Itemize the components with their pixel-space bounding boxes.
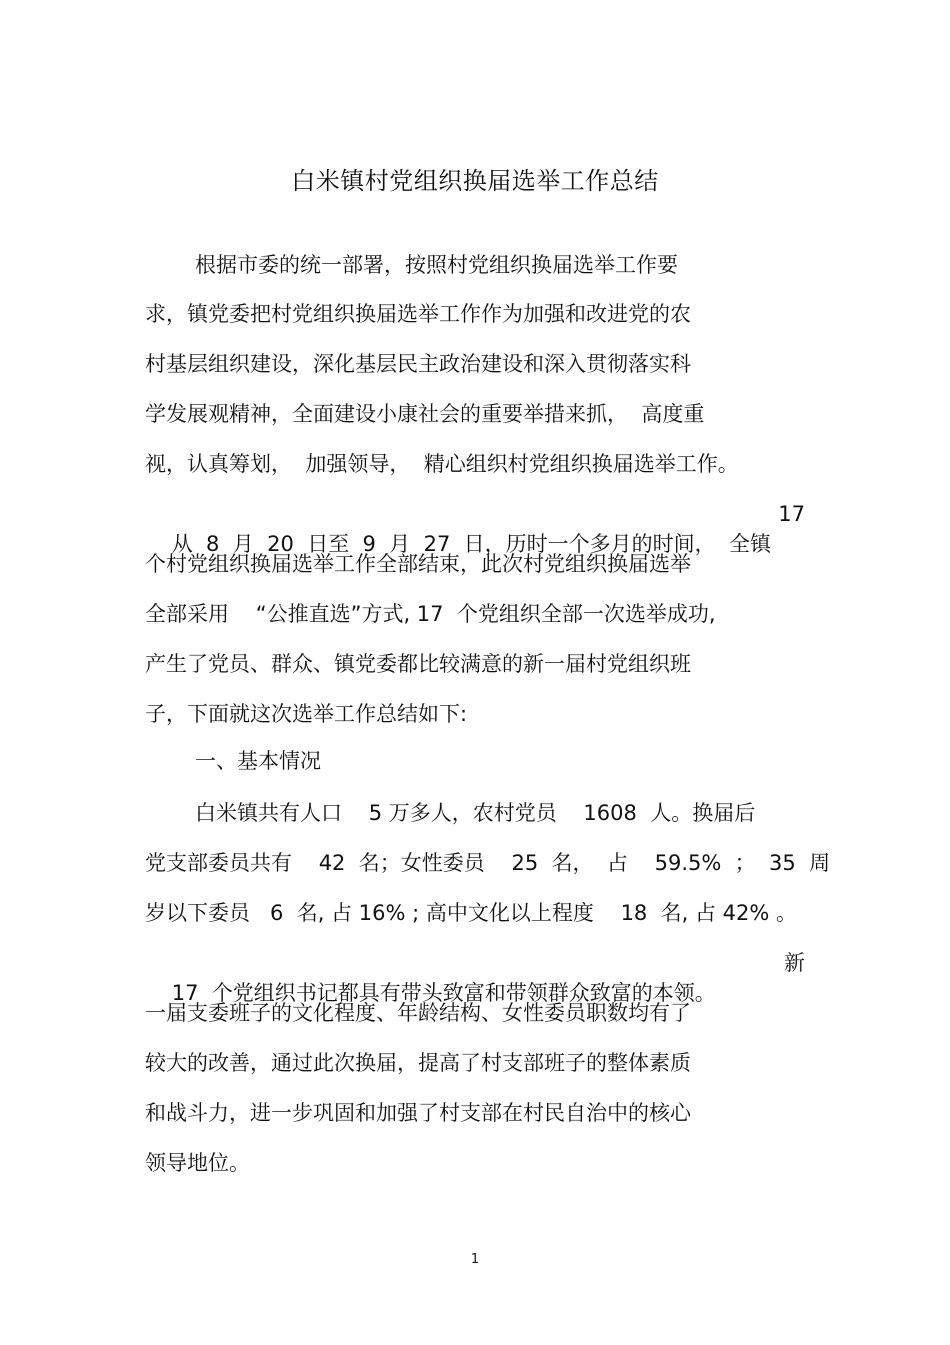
paragraph-line: 产生了党员、群众、镇党委都比较满意的新一届村党组织班 <box>145 652 691 676</box>
paragraph-line: 和战斗力，进一步巩固和加强了村支部在村民自治中的核心 <box>145 1101 691 1125</box>
paragraph-line: 岁以下委员 6 名, 占 16% ; 高中文化以上程度 18 名, 占 42% 。 <box>145 901 798 925</box>
paragraph-line: 党支部委员共有 42 名；女性委员 25 名， 占 59.5% ； 35 周 <box>145 851 831 875</box>
paragraph-line: 子，下面就这次选举工作总结如下: <box>145 702 468 726</box>
paragraph-line: 一届支委班子的文化程度、年龄结构、女性委员职数均有了 <box>145 1001 691 1025</box>
document-title: 白米镇村党组织换届选举工作总结 <box>291 167 659 195</box>
paragraph-line: 较大的改善，通过此次换届，提高了村支部班子的整体素质 <box>145 1051 691 1075</box>
paragraph-line: 根据市委的统一部署，按照村党组织换届选举工作要 <box>195 253 678 277</box>
paragraph-line: 个村党组织换届选举工作全部结束，此次村党组织换届选举 <box>145 552 691 576</box>
paragraph-line: 白米镇共有人口 5 万多人，农村党员 1608 人。换届后 <box>195 801 756 825</box>
paragraph-line: 学发展观精神，全面建设小康社会的重要举措来抓， 高度重 <box>145 402 705 426</box>
paragraph-line: 全部采用 “公推直选”方式, 17 个党组织全部一次选举成功, <box>145 602 716 626</box>
paragraph-line: 村基层组织建设，深化基层民主政治建设和深入贯彻落实科 <box>145 352 691 376</box>
paragraph-line: 求，镇党委把村党组织换届选举工作作为加强和改进党的农 <box>145 302 691 326</box>
section-heading: 一、基本情况 <box>195 749 321 773</box>
paragraph-line-end: 17 <box>778 502 805 526</box>
paragraph-line-text: 从 8 月 20 日至 9 月 27 日，历时一个多月的时间， 全镇 <box>171 532 772 556</box>
paragraph-line-end: 新 <box>784 951 805 975</box>
paragraph-line: 领导地位。 <box>145 1151 250 1175</box>
paragraph-line-text: 17 个党组织书记都具有带头致富和带领群众致富的本领。 <box>171 981 716 1005</box>
page-number: 1 <box>470 1252 480 1267</box>
paragraph-line: 视，认真筹划， 加强领导， 精心组织村党组织换届选举工作。 <box>145 452 739 476</box>
